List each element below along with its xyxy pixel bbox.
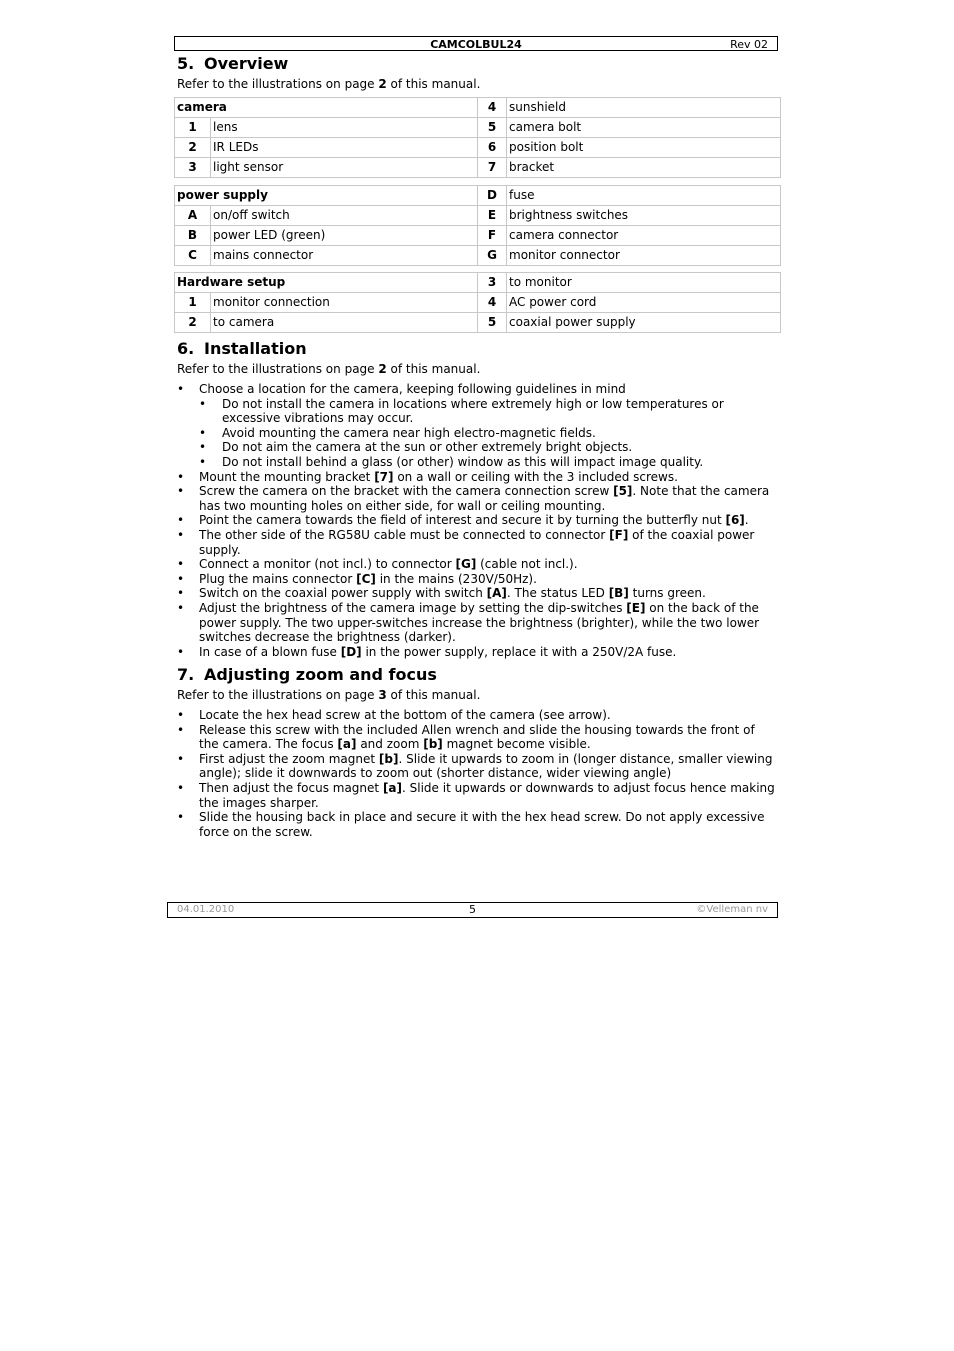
- item-label: brightness switches: [507, 206, 781, 226]
- section-5-intro: [177, 77, 480, 91]
- item-key: 4: [478, 293, 507, 313]
- section-7-intro: [177, 688, 480, 702]
- page-header: [174, 36, 778, 51]
- list-item: [177, 557, 777, 572]
- sub-list: [199, 397, 777, 470]
- item-label: bracket: [507, 158, 781, 178]
- table-row: [175, 98, 781, 118]
- part-reference: [a]: [337, 737, 357, 752]
- page-number: 5: [469, 903, 476, 916]
- list-item: [177, 484, 777, 513]
- page-footer: [167, 902, 778, 918]
- item-label: lens: [211, 118, 478, 138]
- item-label: coaxial power supply: [507, 313, 781, 333]
- table-row: [175, 186, 781, 206]
- zoom-focus-list: [177, 708, 777, 839]
- section-6-heading: [177, 339, 307, 358]
- section-number: 7.: [177, 665, 195, 684]
- list-item-text: Point the camera towards the field of interest and secure it by turning the butterfly nut [6].: [199, 513, 749, 528]
- item-key: 4: [478, 98, 507, 118]
- part-reference: [B]: [608, 586, 629, 601]
- sub-list-item: • Do not install the camera in locations where extremely high or low temperatures or excessive vibrations may occur.: [199, 397, 777, 426]
- intro-text-end: of this manual.: [386, 77, 481, 91]
- item-label: on/off switch: [211, 206, 478, 226]
- list-item-text: Then adjust the focus magnet [a]. Slide it upwards or downwards to adjust focus hence making the images sharper.: [199, 780, 775, 810]
- item-key: 2: [175, 313, 211, 333]
- section-number: 6.: [177, 339, 195, 358]
- item-key: 5: [478, 118, 507, 138]
- table-row: [175, 273, 781, 293]
- item-key: C: [175, 246, 211, 266]
- item-key: 1: [175, 118, 211, 138]
- list-item: [177, 572, 777, 587]
- overview-table: [174, 97, 781, 178]
- list-item-text: Choose a location for the camera, keeping following guidelines in mind: [199, 382, 626, 396]
- list-item-text: Switch on the coaxial power supply with switch [A]. The status LED [B] turns green.: [199, 586, 706, 601]
- intro-text-end: of this manual.: [386, 362, 481, 376]
- intro-page-ref: 2: [378, 362, 387, 376]
- list-item: [177, 470, 777, 485]
- list-item: [177, 723, 777, 752]
- list-item-text: Release this screw with the included Allen wrench and slide the housing towards the front of the camera. The focus [a] and zoom [b] magnet become visible.: [199, 722, 755, 752]
- section-6-intro: [177, 362, 480, 376]
- part-reference: [b]: [423, 737, 443, 752]
- item-key: G: [478, 246, 507, 266]
- part-reference: [F]: [609, 527, 629, 542]
- list-item-text: Slide the housing back in place and secure it with the hex head screw. Do not apply excessive force on the screw.: [199, 810, 765, 839]
- intro-page-ref: 2: [378, 77, 387, 91]
- intro-text: Refer to the illustrations on page: [177, 77, 379, 91]
- table-row: [175, 118, 781, 138]
- part-reference: [a]: [382, 780, 403, 795]
- part-reference: [b]: [378, 751, 399, 766]
- list-item-text: Screw the camera on the bracket with the camera connection screw [5]. Note that the camera has two mounting holes on either side, for wall or ceiling mounting.: [199, 484, 770, 513]
- model-code: CAMCOLBUL24: [430, 38, 522, 51]
- section-number: 5.: [177, 54, 195, 73]
- list-item: [177, 752, 777, 781]
- item-label: AC power cord: [507, 293, 781, 313]
- item-label: camera connector: [507, 226, 781, 246]
- list-item: [177, 528, 777, 557]
- table-heading: Hardware setup: [175, 273, 478, 293]
- list-item-text: Mount the mounting bracket [7] on a wall or ceiling with the 3 included screws.: [199, 469, 678, 484]
- item-key: E: [478, 206, 507, 226]
- section-title: Installation: [204, 339, 307, 358]
- list-item: [177, 586, 777, 601]
- list-item-text: The other side of the RG58U cable must be connected to connector [F] of the coaxial power supply.: [199, 527, 755, 557]
- item-key: 1: [175, 293, 211, 313]
- item-label: position bolt: [507, 138, 781, 158]
- list-item-text: First adjust the zoom magnet [b]. Slide it upwards to zoom in (longer distance, smaller viewing angle); slide it downwards to zoom out (shorter distance, wider viewing angle): [199, 751, 773, 781]
- table-row: [175, 206, 781, 226]
- part-reference: [7]: [374, 469, 394, 484]
- item-key: 3: [478, 273, 507, 293]
- item-key: B: [175, 226, 211, 246]
- section-7-heading: [177, 665, 437, 684]
- intro-text: Refer to the illustrations on page: [177, 688, 379, 702]
- item-label: light sensor: [211, 158, 478, 178]
- table-row: [175, 226, 781, 246]
- table-row: [175, 158, 781, 178]
- item-label: IR LEDs: [211, 138, 478, 158]
- sub-list-item: • Avoid mounting the camera near high electro-magnetic fields.: [199, 426, 777, 441]
- table-heading: power supply: [175, 186, 478, 206]
- intro-page-ref: 3: [378, 688, 387, 702]
- list-item: [177, 601, 777, 645]
- item-key: 3: [175, 158, 211, 178]
- item-key: A: [175, 206, 211, 226]
- intro-text-end: of this manual.: [386, 688, 481, 702]
- part-reference: [6]: [725, 513, 745, 528]
- item-label: monitor connection: [211, 293, 478, 313]
- part-reference: [G]: [455, 557, 477, 572]
- item-key: 6: [478, 138, 507, 158]
- item-label: camera bolt: [507, 118, 781, 138]
- list-item: [177, 781, 777, 810]
- item-key: 2: [175, 138, 211, 158]
- table-heading: camera: [175, 98, 478, 118]
- list-item: [177, 645, 777, 660]
- part-reference: [D]: [340, 644, 362, 659]
- overview-table: [174, 272, 781, 333]
- table-row: [175, 138, 781, 158]
- item-label: mains connector: [211, 246, 478, 266]
- part-reference: [C]: [356, 571, 376, 586]
- list-item-text: Plug the mains connector [C] in the mains (230V/50Hz).: [199, 571, 537, 586]
- list-item-text: In case of a blown fuse [D] in the power supply, replace it with a 250V/2A fuse.: [199, 644, 677, 659]
- list-item: [177, 708, 777, 723]
- table-row: [175, 313, 781, 333]
- sub-list-item: • Do not install behind a glass (or other) window as this will impact image quality.: [199, 455, 777, 470]
- item-key: 5: [478, 313, 507, 333]
- item-key: D: [478, 186, 507, 206]
- footer-copyright: ©Velleman nv: [696, 904, 768, 915]
- section-5-heading: [177, 54, 288, 73]
- list-item: [177, 382, 777, 470]
- revision-label: Rev 02: [730, 38, 768, 51]
- overview-table: [174, 185, 781, 266]
- item-key: F: [478, 226, 507, 246]
- installation-list: [177, 382, 777, 659]
- list-item: [177, 810, 777, 839]
- section-title: Adjusting zoom and focus: [204, 665, 437, 684]
- list-item: [177, 513, 777, 528]
- item-label: fuse: [507, 186, 781, 206]
- intro-text: Refer to the illustrations on page: [177, 362, 379, 376]
- list-item-text: Connect a monitor (not incl.) to connector [G] (cable not incl.).: [199, 557, 578, 572]
- list-item-text: Adjust the brightness of the camera image by setting the dip-switches [E] on the back of the power supply. The two upper-switches increase the brightness (brighter), while the two lower switches decrease the brightness (darker).: [199, 600, 760, 645]
- footer-date: 04.01.2010: [177, 904, 235, 915]
- table-row: [175, 246, 781, 266]
- list-item-text: Locate the hex head screw at the bottom of the camera (see arrow).: [199, 708, 611, 722]
- part-reference: [A]: [486, 586, 507, 601]
- item-key: 7: [478, 158, 507, 178]
- item-label: to camera: [211, 313, 478, 333]
- part-reference: [5]: [613, 484, 633, 499]
- item-label: monitor connector: [507, 246, 781, 266]
- item-label: power LED (green): [211, 226, 478, 246]
- item-label: to monitor: [507, 273, 781, 293]
- table-row: [175, 293, 781, 313]
- section-title: Overview: [204, 54, 289, 73]
- item-label: sunshield: [507, 98, 781, 118]
- sub-list-item: • Do not aim the camera at the sun or other extremely bright objects.: [199, 440, 777, 455]
- part-reference: [E]: [626, 600, 646, 615]
